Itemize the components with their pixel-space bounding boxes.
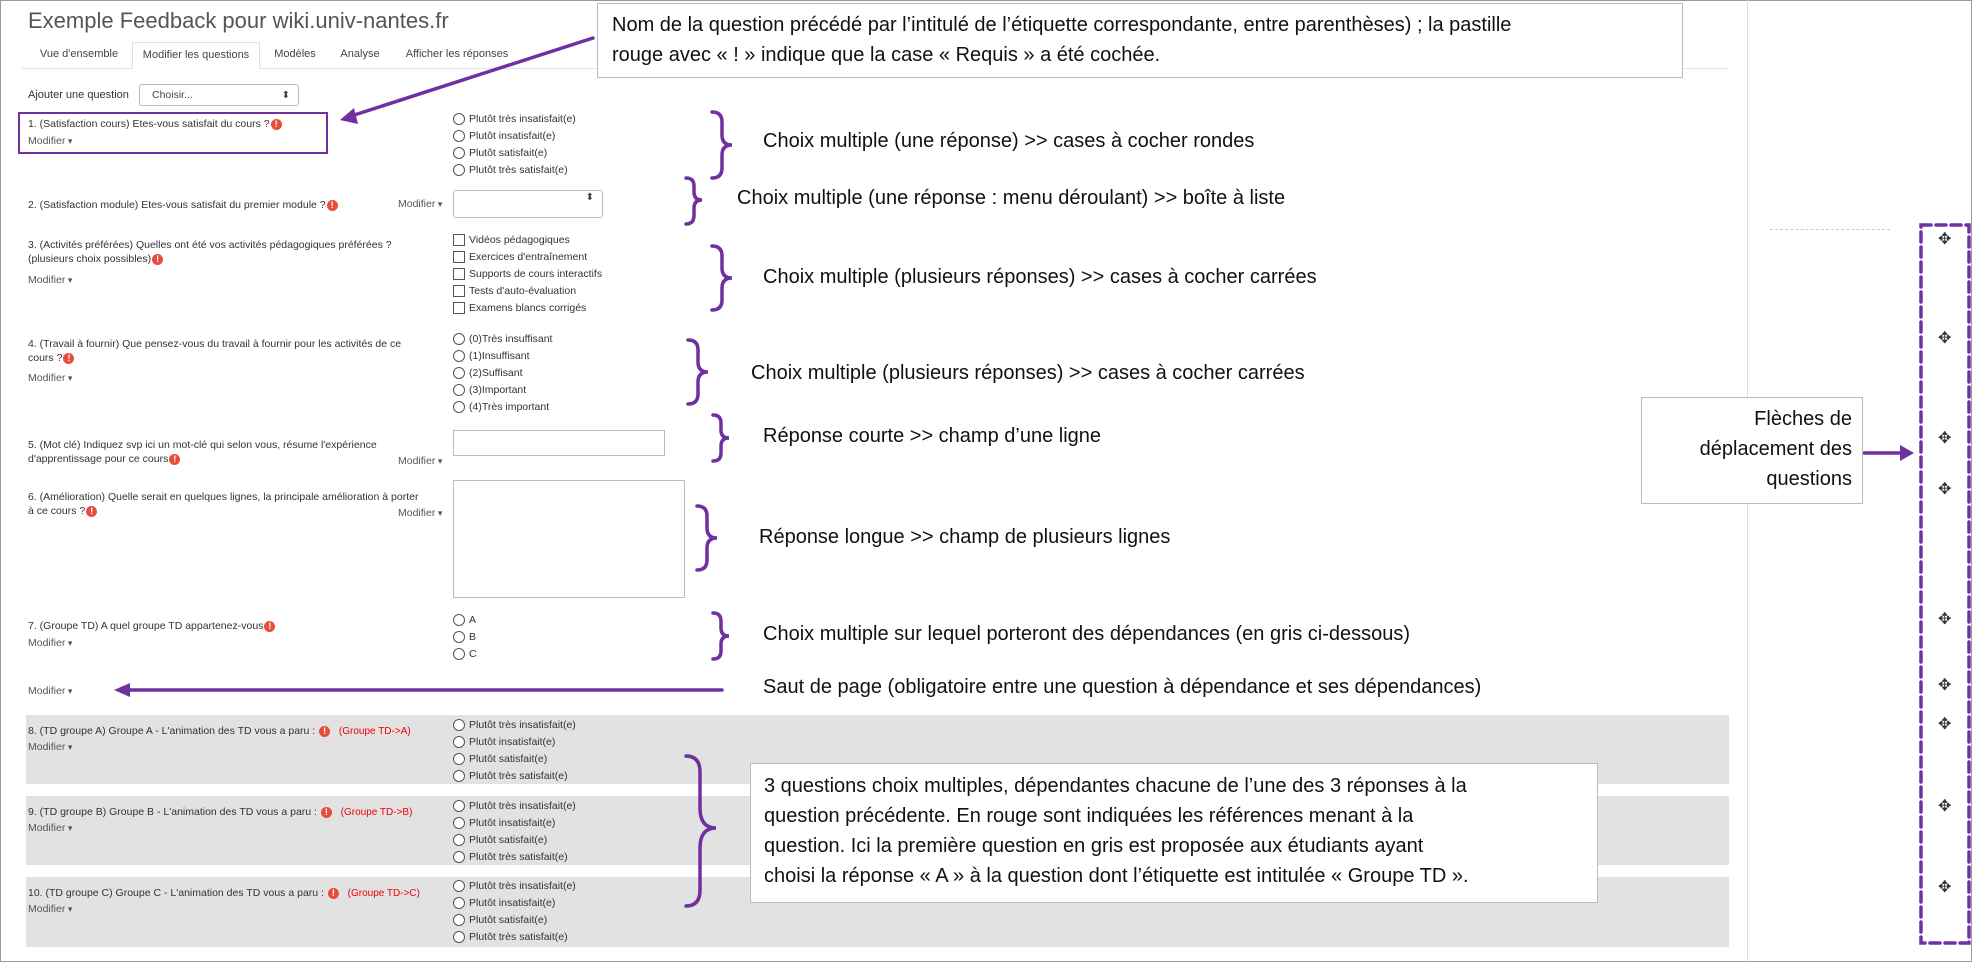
brace	[686, 178, 702, 224]
annotation-checkbox-2: Choix multiple (plusieurs réponses) >> cases à cocher carrées	[751, 362, 1305, 384]
arrow-line	[345, 38, 593, 118]
radio-option[interactable]: Plutôt satisfait(e)	[453, 911, 576, 928]
move-icon[interactable]: ✥	[1938, 716, 1952, 733]
annotation-radio: Choix multiple (une réponse) >> cases à cocher rondes	[763, 130, 1255, 152]
radio-option[interactable]: (4)Très important	[453, 398, 552, 415]
radio-option[interactable]: Plutôt insatisfait(e)	[453, 894, 576, 911]
annotation-short-answer: Réponse courte >> champ d’une ligne	[763, 425, 1102, 447]
move-icon[interactable]: ✥	[1938, 481, 1952, 498]
move-icon[interactable]: ✥	[1938, 430, 1952, 447]
tab-templates[interactable]: Modèles	[274, 48, 316, 60]
dependency-reference: (Groupe TD->A)	[338, 726, 411, 737]
modifier-menu[interactable]: Modifier ▾	[398, 507, 442, 519]
required-icon: !	[321, 807, 332, 818]
question-7-title: 7. (Groupe TD) A quel groupe TD appartenez-vous !	[28, 619, 275, 633]
checkbox-option[interactable]: Tests d'auto-évaluation	[453, 282, 602, 299]
radio-option[interactable]: (3)Important	[453, 381, 552, 398]
modifier-menu[interactable]: Modifier ▾	[28, 274, 72, 286]
question-8-title: 8. (TD groupe A) Groupe A - L'animation des TD vous a paru : ! (Groupe TD->A)	[28, 725, 411, 737]
required-icon: !	[327, 200, 338, 211]
radio-option[interactable]: Plutôt très satisfait(e)	[453, 161, 576, 178]
add-question-select-value: Choisir...	[152, 89, 193, 101]
move-icon[interactable]: ✥	[1938, 798, 1952, 815]
arrowhead	[340, 108, 358, 124]
tab-overview[interactable]: Vue d'ensemble	[39, 48, 119, 60]
required-icon: !	[271, 119, 282, 130]
checkbox-option[interactable]: Exercices d'entraînement	[453, 248, 602, 265]
brace	[713, 613, 729, 659]
question-1-title: 1. (Satisfaction cours) Etes-vous satisfait du cours ? !	[28, 117, 282, 131]
move-icon[interactable]: ✥	[1938, 879, 1952, 896]
add-question-label: Ajouter une question	[28, 89, 129, 101]
arrowhead	[1900, 445, 1914, 461]
radio-option[interactable]: Plutôt très satisfait(e)	[453, 928, 576, 945]
tab-analysis[interactable]: Analyse	[340, 48, 380, 60]
modifier-menu[interactable]: Modifier ▾	[28, 135, 72, 147]
question-4-title: 4. (Travail à fournir) Que pensez-vous du travail à fournir pour les activités de ce cours ? !	[28, 338, 402, 364]
radio-option[interactable]: (0)Très insuffisant	[453, 330, 552, 347]
callout-move-arrows: Flèches de déplacement des questions	[1641, 397, 1863, 504]
annotation-dependency-source: Choix multiple sur lequel porteront des dépendances (en gris ci-dessous)	[763, 623, 1411, 645]
tab-show-responses[interactable]: Afficher les réponses	[405, 48, 509, 60]
required-icon: !	[169, 454, 180, 465]
radio-option[interactable]: Plutôt très insatisfait(e)	[453, 716, 576, 733]
brace	[688, 340, 708, 404]
modifier-menu[interactable]: Modifier ▾	[28, 372, 72, 384]
radio-option[interactable]: Plutôt satisfait(e)	[453, 750, 576, 767]
question-6-title: 6. (Amélioration) Quelle serait en quelques lignes, la principale amélioration à porter à ce cours ? !	[28, 491, 419, 517]
radio-option[interactable]: Plutôt insatisfait(e)	[453, 814, 576, 831]
modifier-menu[interactable]: Modifier ▾	[28, 741, 72, 753]
brace	[697, 506, 717, 570]
callout-dependent-questions: 3 questions choix multiples, dépendantes chacune de l’une des 3 réponses à la question précédente. En rouge sont indiquées les références menant à la question. Ici la première question en gris est proposée aux étudiants ayant choisi la réponse « A » à la question dont l’étiquette est intitulée « Groupe TD ».	[750, 763, 1598, 903]
annotation-dropdown: Choix multiple (une réponse : menu déroulant) >> boîte à liste	[737, 187, 1286, 209]
dependency-reference: (Groupe TD->C)	[347, 888, 420, 899]
radio-option[interactable]: Plutôt très insatisfait(e)	[453, 797, 576, 814]
radio-option[interactable]: Plutôt très satisfait(e)	[453, 848, 576, 865]
checkbox-option[interactable]: Vidéos pédagogiques	[453, 231, 602, 248]
required-icon: !	[86, 506, 97, 517]
move-icon[interactable]: ✥	[1938, 677, 1952, 694]
radio-option[interactable]: Plutôt insatisfait(e)	[453, 733, 576, 750]
drop-zone-indicator	[1770, 229, 1890, 230]
page-title: Exemple Feedback pour wiki.univ-nantes.fr	[28, 8, 449, 33]
modifier-menu[interactable]: Modifier ▾	[28, 903, 72, 915]
radio-option[interactable]: Plutôt insatisfait(e)	[453, 127, 576, 144]
radio-option[interactable]: Plutôt très satisfait(e)	[453, 767, 576, 784]
radio-option[interactable]: (1)Insuffisant	[453, 347, 552, 364]
brace	[712, 112, 732, 178]
required-icon: !	[63, 353, 74, 364]
brace	[713, 415, 729, 461]
checkbox-option[interactable]: Examens blancs corrigés	[453, 299, 602, 316]
radio-option[interactable]: Plutôt très insatisfait(e)	[453, 877, 576, 894]
question-10-title: 10. (TD groupe C) Groupe C - L'animation des TD vous a paru : ! (Groupe TD->C)	[28, 887, 420, 899]
modifier-menu[interactable]: Modifier ▾	[28, 637, 72, 649]
annotation-long-answer: Réponse longue >> champ de plusieurs lignes	[759, 526, 1171, 548]
brace	[712, 246, 732, 310]
radio-option[interactable]: A	[453, 611, 477, 628]
move-icon[interactable]: ✥	[1938, 611, 1952, 628]
radio-option[interactable]: C	[453, 645, 477, 662]
page-break-modifier-menu[interactable]: Modifier ▾	[28, 685, 72, 697]
dependency-reference: (Groupe TD->B)	[340, 807, 413, 818]
brace	[686, 756, 716, 906]
radio-option[interactable]: (2)Suffisant	[453, 364, 552, 381]
question-9-title: 9. (TD groupe B) Groupe B - L'animation des TD vous a paru : ! (Groupe TD->B)	[28, 806, 413, 818]
required-icon: !	[264, 621, 275, 632]
question-5-title: 5. (Mot clé) Indiquez svp ici un mot-clé qui selon vous, résume l'expérience d'apprentissage pour ce cours !	[28, 439, 377, 465]
modifier-menu[interactable]: Modifier ▾	[398, 455, 442, 467]
question-2-title: 2. (Satisfaction module) Etes-vous satisfait du premier module ? !	[28, 198, 338, 212]
modifier-menu[interactable]: Modifier ▾	[398, 198, 442, 210]
callout-question-name: Nom de la question précédé par l’intitulé de l’étiquette correspondante, entre parenthèses) ; la pastille rouge avec « ! » indique que la case « Requis » a été cochée.	[597, 3, 1683, 78]
radio-option[interactable]: Plutôt satisfait(e)	[453, 144, 576, 161]
radio-option[interactable]: Plutôt satisfait(e)	[453, 831, 576, 848]
annotation-page-break: Saut de page (obligatoire entre une question à dépendance et ses dépendances)	[763, 676, 1482, 698]
move-icon[interactable]: ✥	[1938, 330, 1952, 347]
checkbox-option[interactable]: Supports de cours interactifs	[453, 265, 602, 282]
arrowhead	[114, 683, 130, 697]
radio-option[interactable]: Plutôt très insatisfait(e)	[453, 110, 576, 127]
required-icon: !	[328, 888, 339, 899]
required-icon: !	[152, 254, 163, 265]
move-icon[interactable]: ✥	[1938, 231, 1952, 248]
modifier-menu[interactable]: Modifier ▾	[28, 822, 72, 834]
required-icon: !	[319, 726, 330, 737]
question-3-title: 3. (Activités préférées) Quelles ont été vos activités pédagogiques préférées ? (plusieurs choix possibles) !	[28, 239, 392, 265]
annotation-checkbox: Choix multiple (plusieurs réponses) >> cases à cocher carrées	[763, 266, 1317, 288]
tab-edit-questions[interactable]: Modifier les questions	[132, 42, 260, 69]
radio-option[interactable]: B	[453, 628, 477, 645]
